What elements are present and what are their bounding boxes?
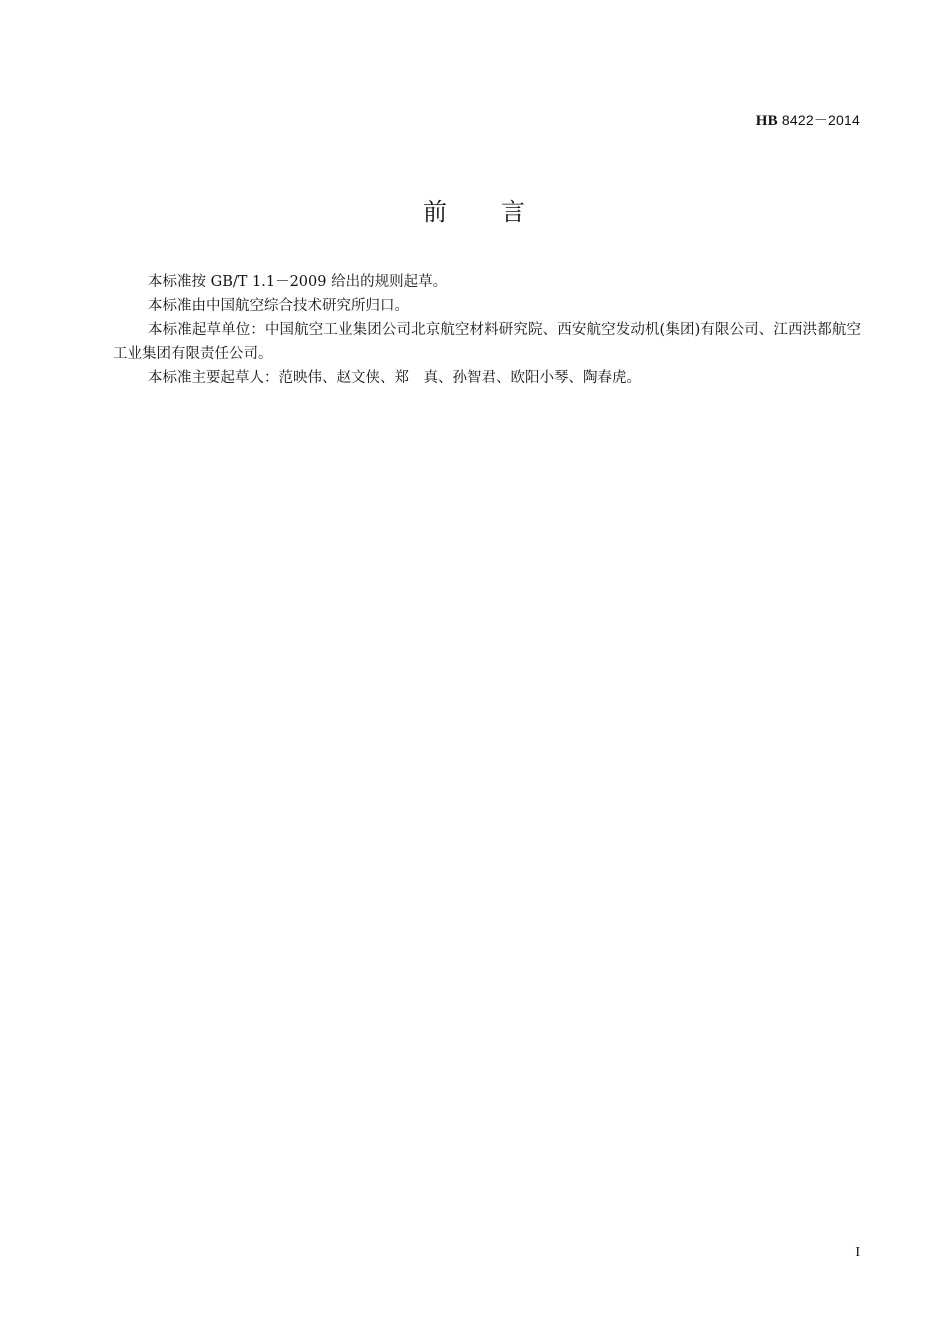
page-number: I [855, 1245, 860, 1260]
page-title: 前 言 [423, 198, 527, 226]
paragraph-main-drafters: 本标准主要起草人：范映伟、赵文侠、郑 真、孙智君、欧阳小琴、陶春虎。 [148, 370, 641, 386]
standard-code [756, 110, 860, 130]
standard-code-prefix: HB [755, 113, 778, 129]
paragraph-drafting-rules: 本标准按 GB/T 1.1－2009 给出的规则起草。 [148, 274, 448, 290]
paragraph-centralized-by: 本标准由中国航空综合技术研究所归口。 [148, 298, 409, 314]
standard-code-number: 8422－2014 [777, 112, 860, 128]
foreword-body [113, 270, 861, 390]
paragraph-drafting-units: 本标准起草单位：中国航空工业集团公司北京航空材料研究院、西安航空发动机(集团)有限公司、江西洪都航空工业集团有限责任公司。 [113, 322, 861, 362]
